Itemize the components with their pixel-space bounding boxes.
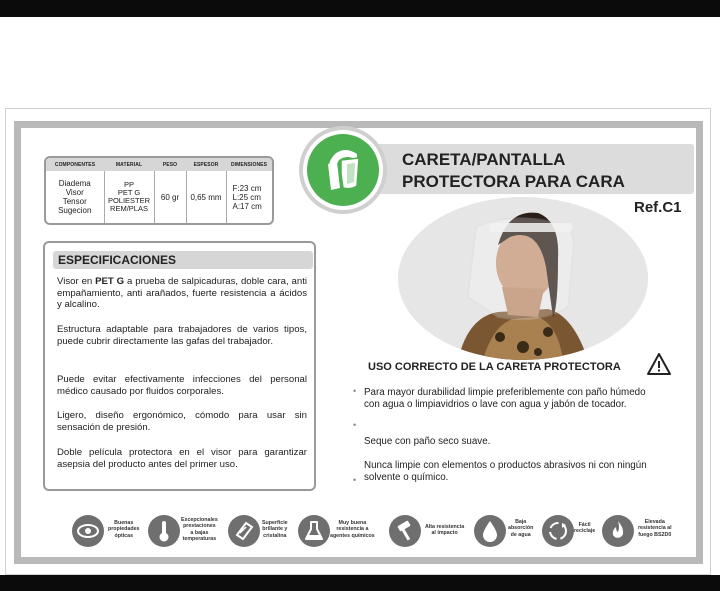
feature-label: Muy buena resistencia a agentes químicos [330, 520, 375, 539]
feature-label: Fácil reciclaje [574, 522, 596, 535]
spec-paragraph-infection: Puede evitar efectivamente infecciones del personal médico causado por fluidos corporales. [57, 374, 307, 397]
header-material: MATERIAL [104, 158, 154, 171]
component-item: Diadema [58, 179, 91, 188]
bullet-dot: • [353, 420, 357, 430]
top-black-bar [0, 0, 720, 17]
header-components: COMPONENTES [46, 158, 104, 171]
bullet-dot: • [353, 475, 357, 485]
product-title-line2: PROTECTORA PARA CARA [402, 172, 625, 191]
bullet-dot: • [353, 386, 357, 396]
thermometer-icon [148, 515, 180, 547]
specifications-header [53, 251, 313, 269]
spec-paragraph-film: Doble película protectora en el visor para garantizar asepsia del producto antes del primer uso. [57, 447, 307, 470]
dimensions-cell [226, 171, 272, 223]
flame-icon [602, 515, 634, 547]
header-thickness: ESPESOR [186, 158, 226, 171]
water-drop-icon [474, 515, 506, 547]
usage-title: USO CORRECTO DE LA CARETA PROTECTORA [368, 361, 621, 373]
face-shield-icon [307, 134, 379, 206]
specifications-title: ESPECIFICACIONES [58, 253, 177, 267]
bottom-black-bar [0, 575, 720, 591]
face-shield-badge [299, 126, 387, 214]
photo-illustration [398, 197, 648, 360]
eye-icon [72, 515, 104, 547]
components-cell [46, 171, 104, 223]
materials-cell [104, 171, 154, 223]
woman-wearing-face-shield-photo [398, 197, 648, 360]
header-dimensions: DIMENSIONES [226, 158, 272, 171]
thickness-cell: 0,65 mm [186, 171, 226, 223]
header-weight: PESO [154, 158, 186, 171]
shine-surface-icon [228, 515, 260, 547]
material-item: REM/PLAS [110, 204, 148, 213]
material-item: PET G [117, 188, 141, 197]
component-item: Sugecion [58, 206, 92, 215]
material-item: POLIESTER [107, 196, 151, 205]
spec-paragraph-structure: Estructura adaptable para trabajadores de varios tipos, puede cubrir directamente las gafas del trabajador. [57, 324, 307, 347]
feature-label: Excepcionales prestaciones a bajas temperaturas [181, 517, 218, 542]
table-header-row [46, 158, 272, 171]
feature-label: Baja absorción de agua [508, 519, 534, 538]
component-item: Visor [65, 188, 84, 197]
dimension-item: L:25 cm [232, 192, 261, 202]
feature-label: Alta resistencia al impacto [425, 524, 465, 537]
dimension-item: F:23 cm [232, 183, 262, 193]
flask-icon [298, 515, 330, 547]
warning-icon [647, 353, 671, 375]
usage-item-durability: Para mayor durabilidad limpie preferiblemente con paño húmedo con agua o limpiavidrios o lave con agua y jabón de tocador. [364, 387, 646, 410]
weight-cell: 60 gr [154, 171, 186, 223]
badge-circle [307, 134, 379, 206]
spec-text: Visor en [57, 276, 96, 287]
recycle-icon [542, 515, 574, 547]
specifications-panel [43, 241, 316, 491]
spec-paragraph-light: Ligero, diseño ergonómico, cómodo para usar sin sensación de presión. [57, 410, 307, 433]
spec-paragraph-visor [57, 276, 307, 311]
usage-item-abrasive: Nunca limpie con elementos o productos abrasivos ni con ningún solvente o químico. [364, 460, 647, 483]
feature-label: Buenas propiedades ópticas [108, 520, 140, 539]
spec-text: a prueba de salpicaduras, doble cara, anti empañamiento, anti arañados, fuerte resistencia a ácidos y alcalino. [57, 276, 307, 310]
dimension-item: A:17 cm [232, 201, 262, 211]
product-title-line1: CARETA/PANTALLA [402, 150, 566, 169]
table-row [46, 171, 272, 223]
material-item: PP [123, 180, 134, 189]
hammer-icon [389, 515, 421, 547]
components-table [44, 156, 274, 225]
usage-item-dry: Seque con paño seco suave. [364, 436, 491, 447]
component-item: Tensor [62, 197, 87, 206]
feature-label: Superficie brillante y cristalina [262, 520, 288, 539]
feature-label: Elevada resistencia al fuego BS2D0 [638, 519, 672, 538]
spec-bold-text: PET G [95, 276, 125, 287]
product-ref: Ref.C1 [634, 199, 682, 216]
